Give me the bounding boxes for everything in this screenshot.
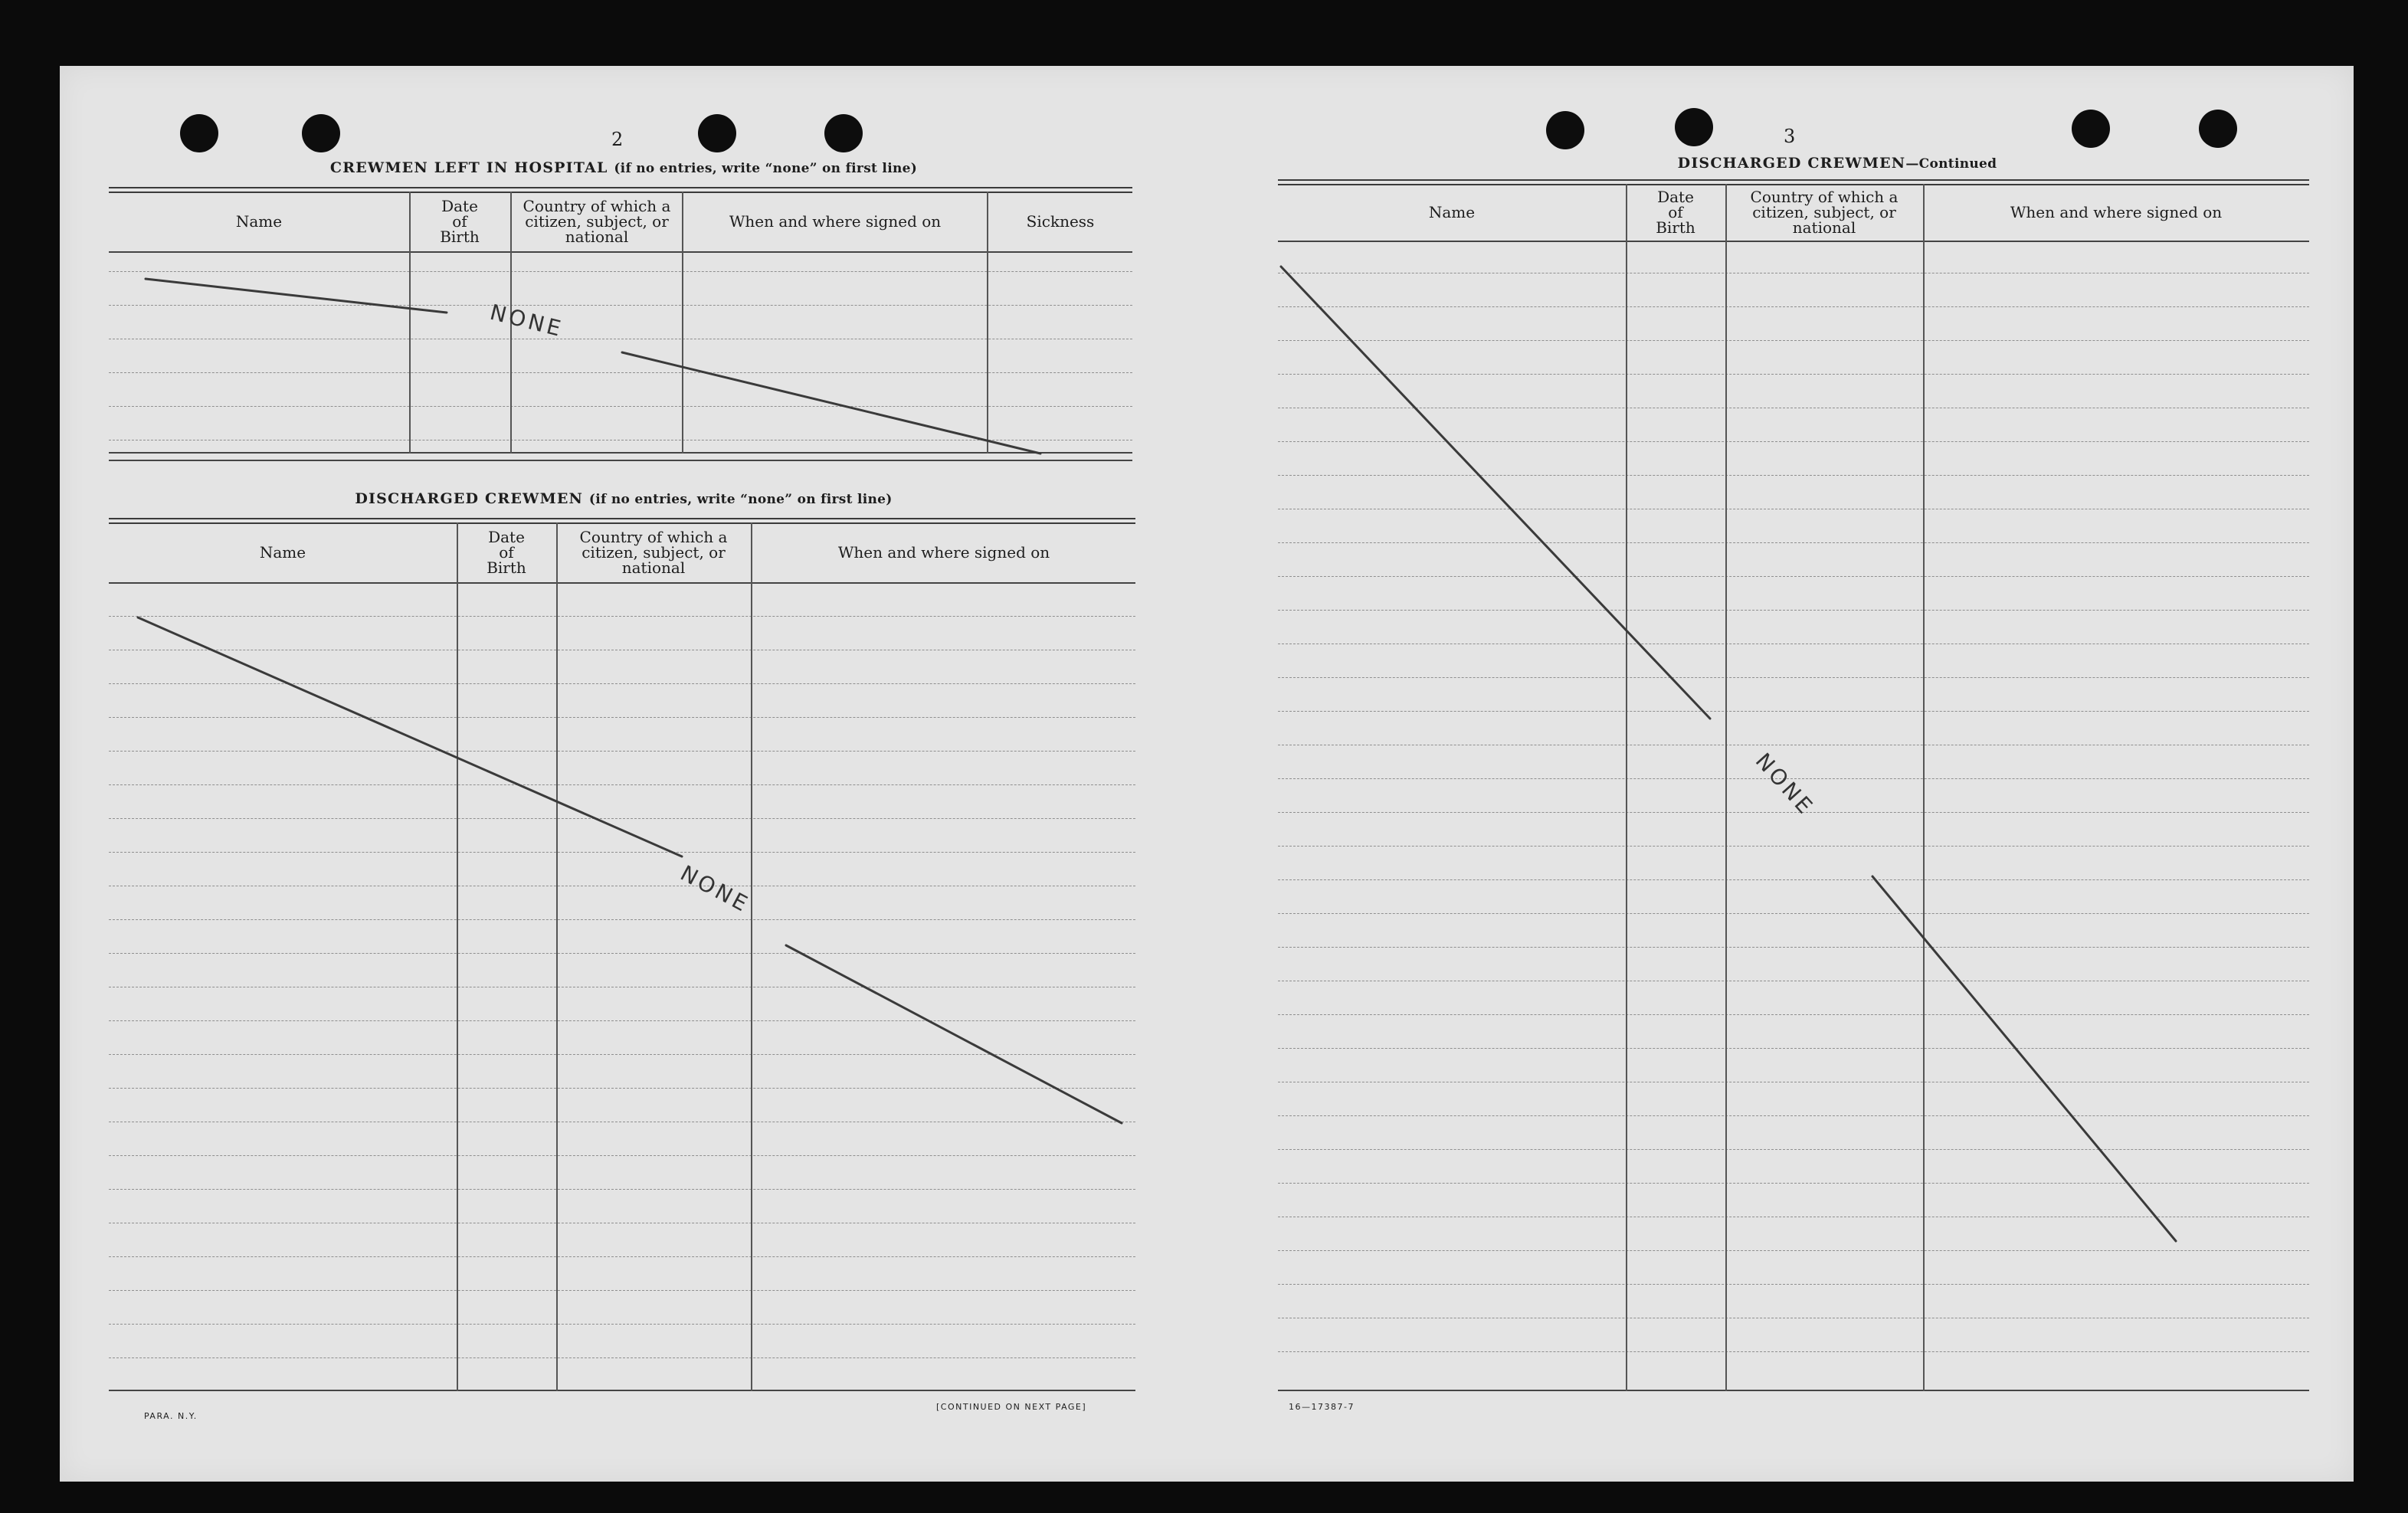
col-header-date-of-birth: Date of Birth <box>1656 188 1695 237</box>
strike-line <box>146 279 447 313</box>
continued-note: [CONTINUED ON NEXT PAGE] <box>936 1402 1087 1412</box>
discharged-instruction: (if no entries, write “none” on first line) <box>588 492 893 507</box>
handwritten-none: NONE <box>487 299 567 342</box>
printer-mark: PARA. N.Y. <box>144 1411 198 1421</box>
col-header-when-where: When and where signed on <box>837 543 1050 562</box>
strike-line <box>1872 876 2176 1241</box>
hospital-instruction: (if no entries, write “none” on first line) <box>614 161 918 176</box>
continued-suffix: —Continued <box>1905 156 1997 172</box>
page-number: 2 <box>611 129 624 150</box>
col-header-country: Country of which a citizen, subject, or national <box>523 197 671 246</box>
col-header-when-where: When and where signed on <box>729 212 942 231</box>
strike-line <box>786 945 1122 1123</box>
hospital-title: CREWMEN LEFT IN HOSPITAL <box>329 159 608 176</box>
strike-line <box>138 617 682 856</box>
col-header-sickness: Sickness <box>1026 212 1095 231</box>
col-header-country: Country of which a citizen, subject, or national <box>1750 188 1899 237</box>
strike-line <box>622 352 1040 454</box>
page-number: 3 <box>1784 126 1796 147</box>
col-header-date-of-birth: Date of Birth <box>487 528 526 577</box>
handwritten-strikes <box>60 66 2354 1482</box>
col-header-name: Name <box>1428 203 1476 221</box>
document-sheet <box>60 66 2354 1482</box>
col-header-country: Country of which a citizen, subject, or national <box>579 528 728 577</box>
handwritten-none: NONE <box>676 860 755 919</box>
form-number: 16—17387-7 <box>1289 1402 1355 1412</box>
col-header-date-of-birth: Date of Birth <box>440 197 480 246</box>
col-header-name: Name <box>259 543 306 562</box>
discharged-title: DISCHARGED CREWMEN <box>355 490 584 507</box>
strike-line <box>1281 267 1710 719</box>
col-header-name: Name <box>235 212 283 231</box>
handwritten-none: NONE <box>1750 748 1820 821</box>
discharged-continued-label: DISCHARGED CREWMEN <box>1677 155 1906 172</box>
col-header-when-where: When and where signed on <box>2010 203 2223 221</box>
